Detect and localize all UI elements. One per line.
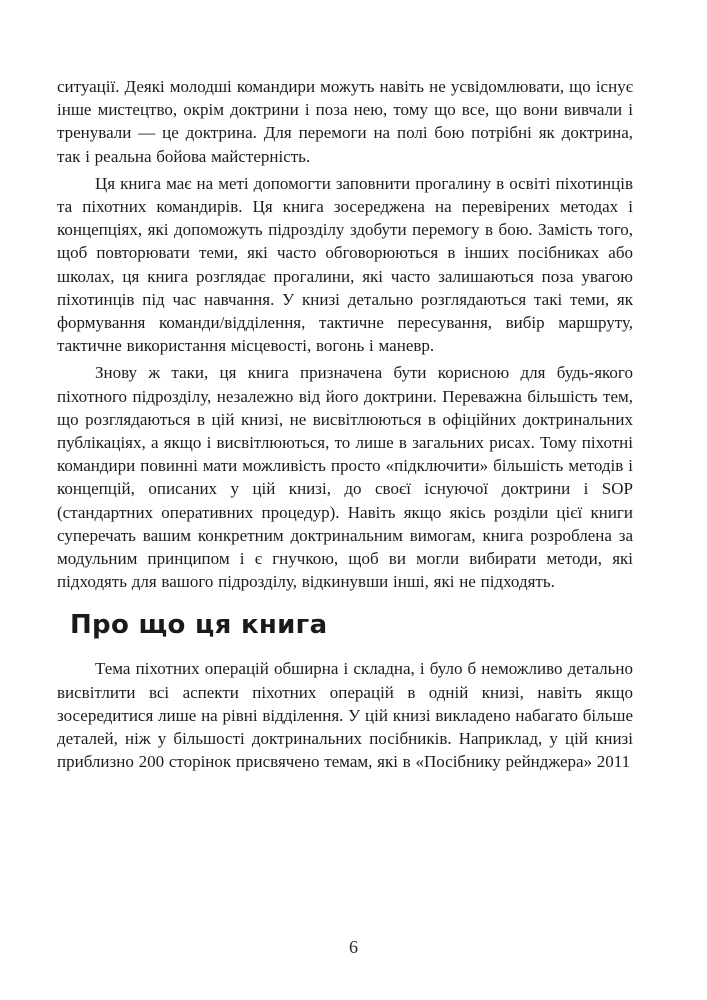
body-paragraph: Тема піхотних операцій обширна і складна, і було б неможливо детально висвітлити всі аспекти піхотних операцій в одній книзі, навіть якщо зосередитися лише на рівні відділення. У цій книзі викладено набагато більше деталей, ніж у більшості доктринальних посібників. Наприклад, у цій книзі приблизно 200 сторінок присвячено темам, які в «Посібнику рейнджера» 2011 [57, 659, 633, 772]
page-content [57, 75, 633, 777]
body-paragraph: ситуації. Деякі молодші командири можуть навіть не усвідомлювати, що існує інше мистецтво, окрім доктрини і поза нею, тому що все, що вони вивчали і тренували — це доктрина. Для перемоги на полі бою потрібні як доктрина, так і реальна бойова майстерність. [57, 77, 633, 166]
section-heading: Про що ця книга [70, 610, 328, 641]
body-paragraph: Знову ж таки, ця книга призначена бути корисною для будь-якого піхотного підрозділу, незалежно від його доктрини. Переважна більшість тем, що розглядаються в цій книзі, не висвітлюються в офіційних доктринальних публікаціях, а якщо і висвітлюються, то лише в загальних рисах. Тому піхотні командири повинні мати можливість просто «підключити» більшість методів і концепцій, описаних у цій книзі, до своєї існуючої доктрини і SOP (стандартних оперативних процедур). Навіть якщо якісь розділи цієї книги суперечать вашим конкретним доктринальним вимогам, книга розроблена за модульним принципом і є гнучкою, щоб ви могли вибирати методи, які підходять для вашого підрозділу, відкинувши інші, які не підходять. [57, 363, 633, 592]
body-paragraph: Ця книга має на меті допомогти заповнити прогалину в освіті піхотинців та піхотних командирів. Ця книга зосереджена на перевірених методах і концепціях, які допоможуть підрозділу здобути перемогу в бою. Замість того, щоб повторювати теми, які часто обговорюються в інших посібниках або школах, ця книга розглядає прогалини, які часто залишаються поза увагою піхотинців під час навчання. У книзі детально розглядаються такі теми, як формування команди/відділення, тактичне пересування, вибір маршруту, тактичне використання місцевості, вогонь і маневр. [57, 173, 633, 356]
page-number: 6 [349, 937, 358, 957]
